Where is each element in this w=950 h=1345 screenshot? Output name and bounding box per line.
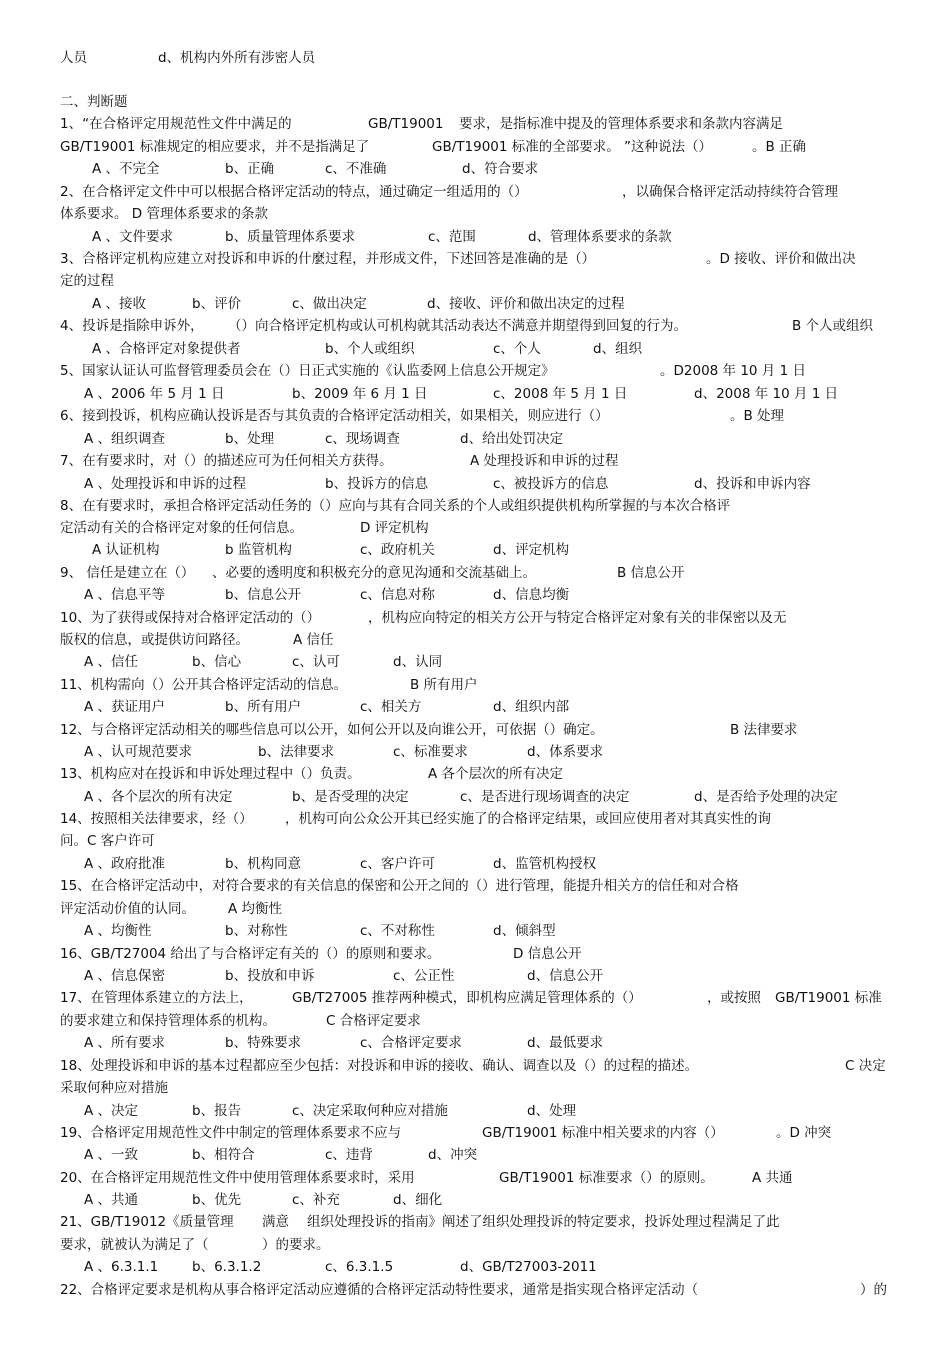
text-segment: c、是否进行现场调查的决定 (460, 789, 630, 805)
text-segment: 。D 接收、评价和做出决 (706, 251, 856, 267)
text-segment: c、政府机关 (360, 542, 435, 558)
text-segment: B 信息公开 (617, 565, 685, 581)
text-segment: A 、所有要求 (84, 1035, 166, 1051)
text-segment: 。B 处理 (730, 408, 785, 424)
text-segment: 15、在合格评定活动中，对符合要求的有关信息的保密和公开之间的（）进行管理，能提升相关方的信任和对合格 (60, 878, 739, 894)
text-segment: c、公正性 (393, 968, 455, 984)
text-segment: d、组织内部 (493, 699, 570, 715)
text-segment: 19、合格评定用规范性文件中制定的管理体系要求不应与 (60, 1125, 402, 1141)
text-segment: 21、GB/T19012《质量管理 (60, 1214, 234, 1230)
text-segment: A 、信息平等 (84, 587, 166, 603)
text-segment: b、投诉方的信息 (325, 476, 429, 492)
text-segment: b、对称性 (225, 923, 288, 939)
text-segment: B 法律要求 (730, 722, 798, 738)
text-segment: 1、“在合格评定用规范性文件中满足的 (60, 116, 292, 132)
text-segment: d、管理体系要求的条款 (528, 229, 672, 245)
text-segment: 16、GB/T27004 给出了与合格评定有关的（）的原则和要求。 (60, 946, 441, 962)
text-segment: A 、文件要求 (92, 229, 174, 245)
text-segment: b、评价 (192, 296, 242, 312)
text-segment: 2、在合格评定文件中可以根据合格评定活动的特点，通过确定一组适用的（） (60, 184, 528, 200)
text-segment: A 、处理投诉和申诉的过程 (84, 476, 247, 492)
text-segment: d、投诉和申诉内容 (694, 476, 811, 492)
text-segment: A 认证机构 (92, 542, 160, 558)
text-segment: 17、在管理体系建立的方法上， (60, 990, 253, 1006)
text-segment: ，以确保合格评定活动持续符合管理 (622, 184, 838, 200)
text-segment: b、法律要求 (258, 744, 335, 760)
text-segment: A 、6.3.1.1 (84, 1259, 159, 1275)
text-segment: b、信息公开 (225, 587, 302, 603)
text-segment: c、认可 (292, 654, 340, 670)
text-segment: B 个人或组织 (792, 318, 874, 334)
text-segment: c、补充 (292, 1192, 340, 1208)
text-segment: 。D2008 年 10 月 1 日 (660, 363, 806, 379)
text-segment: b、特殊要求 (225, 1035, 302, 1051)
text-segment: D 评定机构 (360, 520, 429, 536)
text-segment: GB/T19001 标准的全部要求。 ”这种说法（） (432, 139, 713, 155)
text-segment: 。B 正确 (752, 139, 807, 155)
text-segment: A 、共通 (84, 1192, 139, 1208)
text-segment: ）的 (860, 1282, 887, 1298)
text-segment: c、信息对称 (360, 587, 435, 603)
text-segment: c、标准要求 (393, 744, 468, 760)
text-segment: 要求，就被认为满足了（ (60, 1237, 209, 1253)
text-segment: c、范围 (428, 229, 476, 245)
text-segment: d、冲突 (428, 1147, 478, 1163)
text-segment: 版权的信息，或提供访问路径。 (60, 632, 249, 648)
text-segment: A 、组织调查 (84, 431, 166, 447)
text-segment: b、投放和申诉 (225, 968, 315, 984)
text-segment: D 信息公开 (513, 946, 582, 962)
text-segment: 3、合格评定机构应建立对投诉和申诉的什麼过程，并形成文件，下述回答是准确的是（） (60, 251, 596, 267)
text-segment: 的要求建立和保持管理体系的机构。 (60, 1013, 276, 1029)
text-segment: d、倾斜型 (493, 923, 556, 939)
text-segment: 18、处理投诉和申诉的基本过程都应至少包括：对投诉和申诉的接收、确认、调查以及（）的过程的描述。 (60, 1058, 699, 1074)
text-segment: ，机构应向特定的相关方公开与特定合格评定对象有关的非保密以及无 (368, 610, 787, 626)
text-segment: d、机构内外所有涉密人员 (158, 50, 316, 66)
text-segment: 12、与合格评定活动相关的哪些信息可以公开，如何公开以及向谁公开，可依据（）确定。 (60, 722, 604, 738)
text-segment: A 、政府批准 (84, 856, 166, 872)
text-segment: c、相关方 (360, 699, 422, 715)
text-segment: b、信心 (192, 654, 242, 670)
text-segment: A 、合格评定对象提供者 (92, 341, 241, 357)
text-segment: 14、按照相关法律要求，经（） (60, 811, 253, 827)
text-segment: A 、决定 (84, 1103, 139, 1119)
text-segment: 人员 (60, 50, 87, 66)
text-segment: GB/T27005 推荐两种模式，即机构应满足管理体系的（） (292, 990, 642, 1006)
text-segment: 6、接到投诉，机构应确认投诉是否与其负责的合格评定活动相关，如果相关，则应进行（） (60, 408, 609, 424)
text-segment: A 均衡性 (228, 901, 283, 917)
text-segment: A 、均衡性 (84, 923, 152, 939)
text-segment: （）向合格评定机构或认可机构就其活动表达不满意并期望得到回复的行为。 (228, 318, 687, 334)
text-segment: 20、在合格评定用规范性文件中使用管理体系要求时，采用 (60, 1170, 415, 1186)
text-segment: 11、机构需向（）公开其合格评定活动的信息。 (60, 677, 348, 693)
text-segment: A 处理投诉和申诉的过程 (470, 453, 619, 469)
text-segment: 满意 (262, 1214, 289, 1230)
text-segment: ，机构可向公众公开其已经实施了的合格评定结果，或回应使用者对其真实性的询 (285, 811, 771, 827)
text-segment: b、2009 年 6 月 1 日 (292, 386, 428, 402)
text-segment: 体系要求。 D 管理体系要求的条款 (60, 206, 268, 222)
text-segment: A 、接收 (92, 296, 147, 312)
text-segment: 5、国家认证认可监督管理委员会在（）日正式实施的《认监委网上信息公开规定》 (60, 363, 555, 379)
text-segment: A 、获证用户 (84, 699, 166, 715)
text-segment: c、现场调查 (325, 431, 400, 447)
text-segment: d、细化 (393, 1192, 443, 1208)
text-segment: 定的过程 (60, 273, 114, 289)
text-segment: ）的要求。 (262, 1237, 330, 1253)
text-segment: d、最低要求 (527, 1035, 604, 1051)
text-segment: 13、机构应对在投诉和申诉处理过程中（）负责。 (60, 766, 361, 782)
text-segment: B 所有用户 (410, 677, 478, 693)
text-segment: A 各个层次的所有决定 (428, 766, 564, 782)
text-segment: 9、 信任是建立在（） (60, 565, 195, 581)
text-segment: A 、各个层次的所有决定 (84, 789, 233, 805)
text-segment: 二、判断题 (60, 94, 128, 110)
text-segment: c、客户许可 (360, 856, 435, 872)
text-segment: A 、一致 (84, 1147, 139, 1163)
text-segment: A 信任 (293, 632, 334, 648)
text-segment: d、组织 (593, 341, 643, 357)
text-segment: C 决定 (845, 1058, 886, 1074)
text-segment: ，或按照 (707, 990, 761, 1006)
text-segment: b、个人或组织 (325, 341, 415, 357)
text-segment: b 监管机构 (225, 542, 292, 558)
text-segment: c、个人 (493, 341, 541, 357)
text-segment: b、6.3.1.2 (192, 1259, 262, 1275)
text-segment: c、2008 年 5 月 1 日 (493, 386, 628, 402)
text-segment: d、认同 (393, 654, 443, 670)
text-segment: c、被投诉方的信息 (493, 476, 609, 492)
text-segment: d、接收、评价和做出决定的过程 (427, 296, 625, 312)
text-segment: d、信息公开 (527, 968, 604, 984)
text-segment: 4、投诉是指除申诉外， (60, 318, 204, 334)
text-segment: 评定活动价值的认同。 (60, 901, 195, 917)
text-segment: b、是否受理的决定 (292, 789, 409, 805)
text-segment: GB/T19001 标准规定的相应要求，并不是指满足了 (60, 139, 370, 155)
text-segment: 8、在有要求时，承担合格评定活动任务的（）应向与其有合同关系的个人或组织提供机构所掌握的与本次合格评 (60, 498, 731, 514)
text-segment: b、机构同意 (225, 856, 302, 872)
text-segment: 7、在有要求时，对（）的描述应可为任何相关方获得。 (60, 453, 393, 469)
text-segment: 22、合格评定要求是机构从事合格评定活动应遵循的合格评定活动特性要求，通常是指实现合格评定活动（ (60, 1282, 699, 1298)
text-segment: b、处理 (225, 431, 275, 447)
text-segment: d、符合要求 (462, 161, 539, 177)
text-segment: b、所有用户 (225, 699, 302, 715)
text-segment: 。D 冲突 (776, 1125, 832, 1141)
text-segment: c、不准确 (325, 161, 387, 177)
text-segment: c、不对称性 (360, 923, 435, 939)
text-segment: c、做出决定 (292, 296, 367, 312)
text-segment: A 、信任 (84, 654, 139, 670)
text-segment: b、质量管理体系要求 (225, 229, 356, 245)
text-segment: d、是否给予处理的决定 (694, 789, 838, 805)
text-segment: 采取何种应对措施 (60, 1080, 168, 1096)
text-segment: d、监管机构授权 (493, 856, 597, 872)
text-segment: A 、不完全 (92, 161, 160, 177)
text-segment: GB/T19001 (368, 116, 444, 132)
text-segment: b、正确 (225, 161, 275, 177)
text-segment: c、合格评定要求 (360, 1035, 462, 1051)
text-segment: b、优先 (192, 1192, 242, 1208)
text-segment: d、2008 年 10 月 1 日 (694, 386, 839, 402)
text-segment: C 合格评定要求 (326, 1013, 421, 1029)
text-segment: c、违背 (325, 1147, 373, 1163)
text-segment: GB/T19001 标准中相关要求的内容（） (482, 1125, 724, 1141)
text-segment: c、决定采取何种应对措施 (292, 1103, 448, 1119)
text-segment: b、相符合 (192, 1147, 255, 1163)
text-segment: b、报告 (192, 1103, 242, 1119)
text-segment: A 、2006 年 5 月 1 日 (84, 386, 225, 402)
text-segment: d、体系要求 (527, 744, 604, 760)
text-segment: A 、信息保密 (84, 968, 166, 984)
text-segment: A 共通 (752, 1170, 793, 1186)
text-segment: 10、为了获得或保持对合格评定活动的（） (60, 610, 321, 626)
text-segment: A 、认可规范要求 (84, 744, 193, 760)
text-segment: c、6.3.1.5 (325, 1259, 394, 1275)
text-segment: d、评定机构 (493, 542, 570, 558)
text-segment: 、必要的透明度和积极充分的意见沟通和交流基础上。 (212, 565, 536, 581)
text-segment: d、处理 (527, 1103, 577, 1119)
text-segment: 定活动有关的合格评定对象的任何信息。 (60, 520, 303, 536)
text-segment: GB/T19001 标准要求（）的原则。 (499, 1170, 714, 1186)
text-segment: GB/T19001 标准 (775, 990, 882, 1006)
text-segment: d、GB/T27003-2011 (460, 1259, 597, 1275)
text-segment: 问。C 客户许可 (60, 833, 155, 849)
text-segment: 要求，是指标准中提及的管理体系要求和条款内容满足 (459, 116, 783, 132)
text-segment: d、给出处罚决定 (460, 431, 564, 447)
text-segment: d、信息均衡 (493, 587, 570, 603)
text-segment: 组织处理投诉的指南》阐述了组织处理投诉的特定要求，投诉处理过程满足了此 (307, 1214, 780, 1230)
